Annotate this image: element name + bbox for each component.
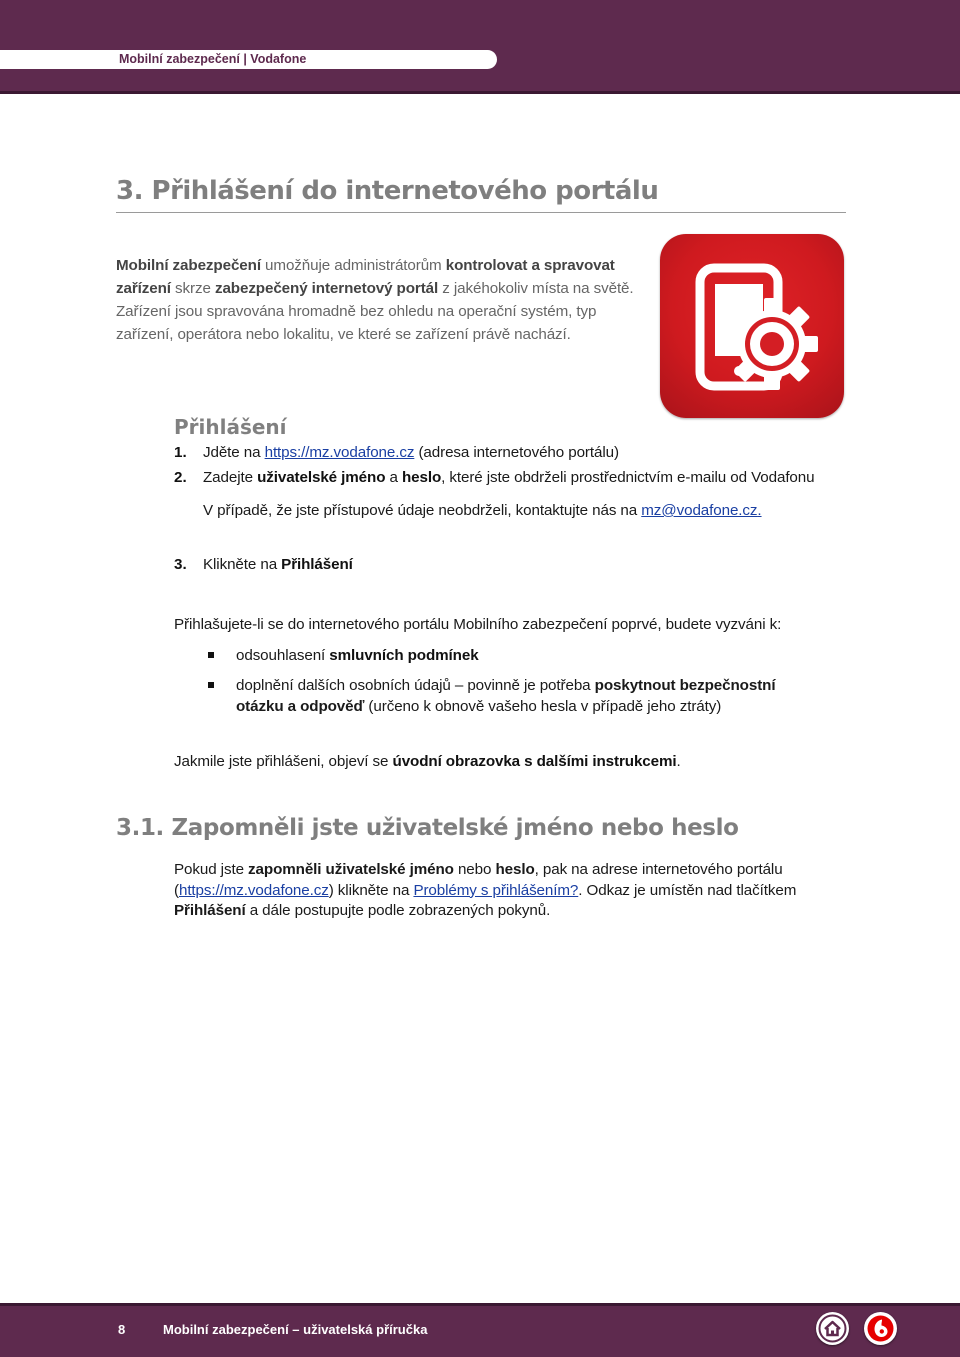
- forgot-bold-username: zapomněli uživatelské jméno: [248, 861, 454, 878]
- step-2-text-a: Zadejte: [203, 469, 258, 486]
- header-divider: [0, 91, 960, 94]
- credentials-note: [203, 502, 762, 519]
- bullet-1-bold: smluvních podmínek: [329, 647, 479, 664]
- vodafone-logo-icon[interactable]: [864, 1312, 897, 1345]
- forgot-text-i: a dále postupujte podle zobrazených pokynů.: [245, 902, 551, 919]
- step-2-bold-username: uživatelské jméno: [257, 469, 386, 486]
- step-2-number: 2.: [174, 469, 187, 486]
- step-2-text-c: a: [385, 469, 402, 486]
- first-login-text: Přihlašujete-li se do internetového portálu Mobilního zabezpečení poprvé, budete vyzváni k:: [174, 616, 782, 633]
- intro-bold-2: kontrolovat a spravovat zařízení: [116, 257, 615, 297]
- note-text: V případě, že jste přístupové údaje neobdrželi, kontaktujte nás na: [203, 502, 642, 519]
- bullet-2-bold: poskytnout bezpečnostní otázku a odpověď: [236, 677, 776, 715]
- intro-bold-3: zabezpečený internetový portál: [214, 280, 439, 297]
- login-problems-link[interactable]: Problémy s přihlášením?: [413, 881, 579, 899]
- forgot-text-e: , pak na adrese internetového portálu (: [174, 861, 783, 899]
- after-login-text: [174, 753, 681, 770]
- intro-text-1: umožňuje administrátorům: [260, 257, 446, 274]
- bullet-2-text: doplnění dalších osobních údajů – povinně je potřeba: [236, 677, 595, 694]
- step-1-text: Jděte na: [203, 444, 265, 461]
- step-2-text-e: , které jste obdrželi prostřednictvím e-mailu od Vodafonu: [441, 469, 815, 486]
- footer-title: Mobilní zabezpečení – uživatelská příručka: [163, 1322, 428, 1337]
- section-heading: 3. Přihlášení do internetového portálu: [116, 176, 659, 206]
- step-2-bold-password: heslo: [401, 469, 442, 486]
- after-suffix: .: [676, 753, 681, 770]
- footer-divider: [0, 1303, 960, 1306]
- forgot-text-g: . Odkaz je umístěn nad tlačítkem: [578, 881, 797, 899]
- step-1-number: 1.: [174, 444, 187, 461]
- subsection-heading: 3.1. Zapomněli jste uživatelské jméno nebo heslo: [116, 815, 739, 841]
- portal-link[interactable]: https://mz.vodafone.cz: [264, 444, 415, 461]
- header-title: Mobilní zabezpečení | Vodafone: [119, 52, 307, 66]
- after-bold: úvodní obrazovka s dalšími instrukcemi: [392, 753, 677, 770]
- forgot-text-a: Pokud jste: [174, 861, 249, 878]
- step-3-bold: Přihlášení: [281, 556, 353, 573]
- intro-bold-1: Mobilní zabezpečení: [116, 257, 261, 274]
- bullet-1-text: odsouhlasení: [236, 647, 330, 664]
- page-header: [0, 0, 960, 94]
- support-email-link[interactable]: mz@vodafone.cz: [641, 502, 758, 519]
- bullet-2-suffix: (určeno k obnově vašeho hesla v případě jeho ztráty): [364, 697, 722, 715]
- forgot-bold-login: Přihlášení: [174, 902, 246, 919]
- bullet-item-2: [236, 676, 821, 717]
- step-1-suffix: (adresa internetového portálu): [414, 444, 619, 461]
- phone-gear-icon: [660, 234, 844, 418]
- forgot-paragraph: [174, 860, 834, 922]
- home-icon[interactable]: [816, 1312, 849, 1345]
- forgot-bold-password: heslo: [495, 861, 535, 878]
- heading-rule: [116, 212, 846, 213]
- bullet-item-1: [236, 647, 479, 664]
- note-suffix: .: [757, 502, 762, 519]
- step-1: [203, 444, 619, 461]
- login-heading: Přihlášení: [174, 415, 287, 439]
- after-text: Jakmile jste přihlášeni, objeví se: [174, 753, 393, 770]
- step-3-number: 3.: [174, 556, 187, 573]
- bullet-marker: [208, 682, 214, 688]
- portal-link-2[interactable]: https://mz.vodafone.cz: [178, 881, 329, 899]
- step-2: [203, 469, 814, 486]
- intro-text-3: z jakéhokoliv místa na světě. Zařízení jsou spravována hromadně bez ohledu na operační systém, typ zařízení, operátora nebo lokalitu, ve které se zařízení právě nachází.: [116, 280, 634, 343]
- page-number: 8: [118, 1322, 126, 1337]
- forgot-text-f: ) klikněte na: [328, 881, 414, 899]
- intro-paragraph: [116, 254, 656, 346]
- step-3-text: Klikněte na: [203, 556, 282, 573]
- bullet-marker: [208, 652, 214, 658]
- intro-text-2: skrze: [170, 280, 215, 297]
- forgot-text-c: nebo: [453, 861, 496, 878]
- step-3: [203, 556, 353, 573]
